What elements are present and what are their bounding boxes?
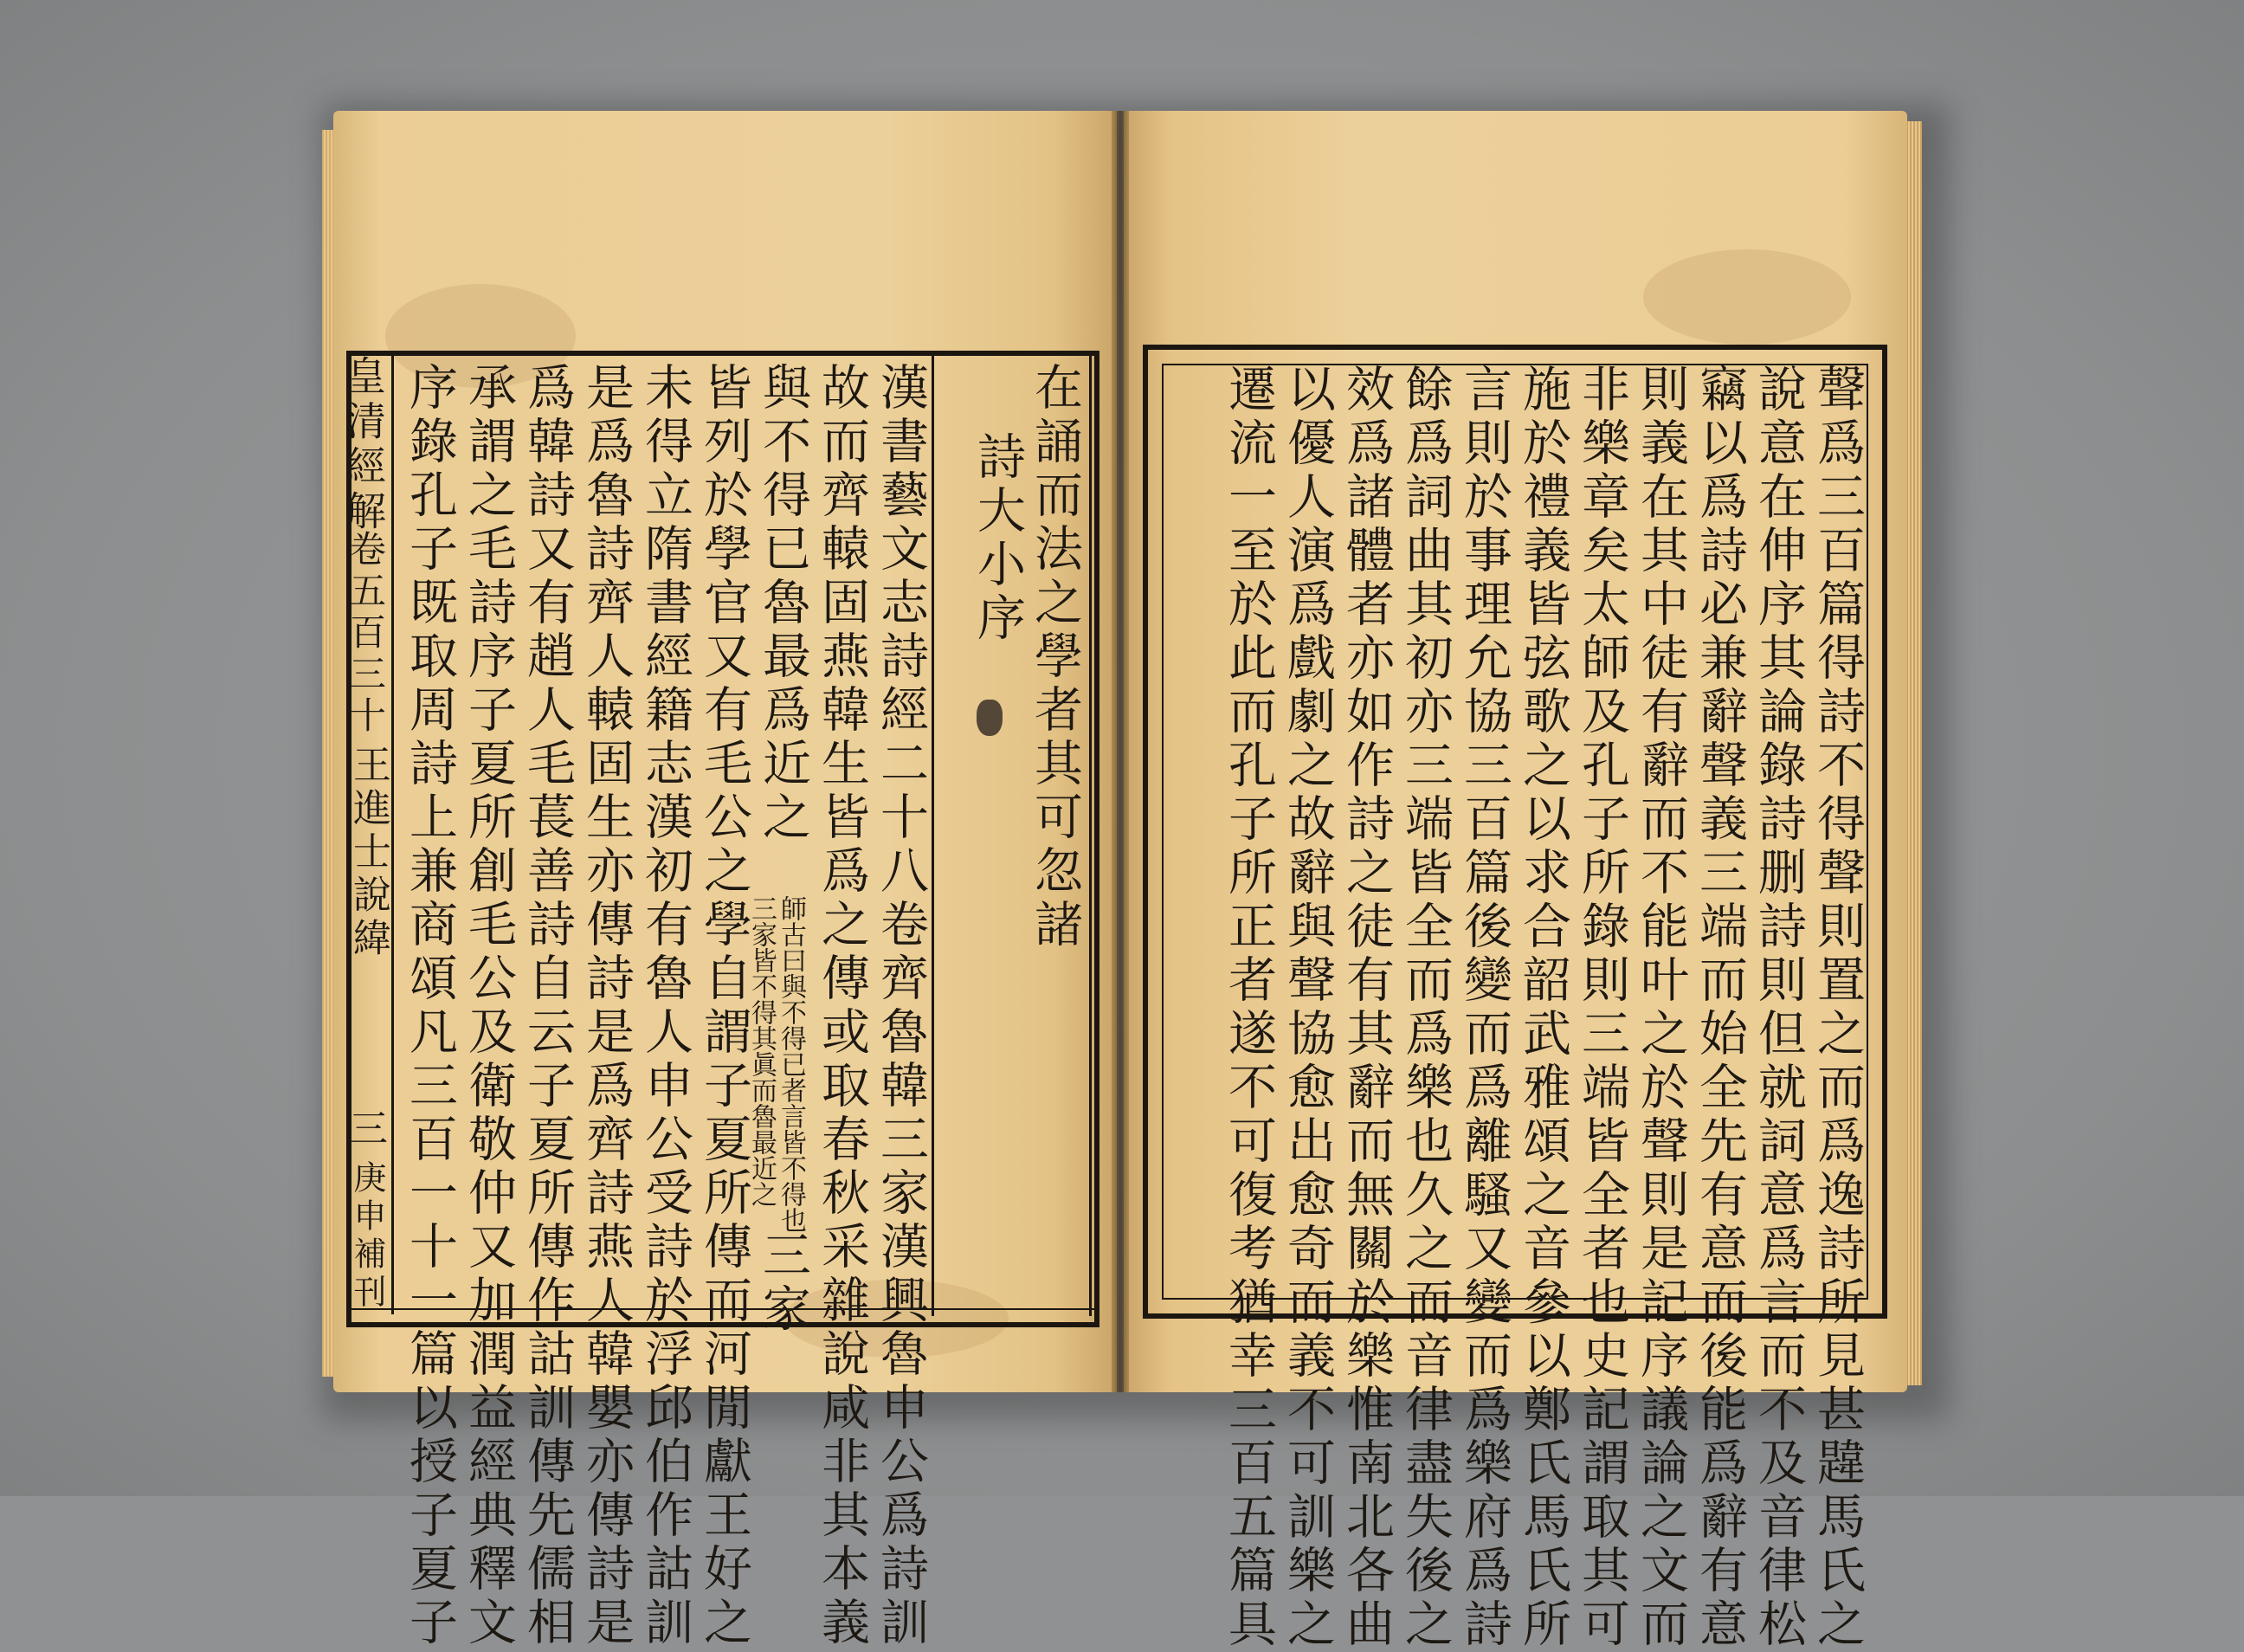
text-column: 說意在伸序其論錄詩删詩則但就詞意爲言而不及音律松 — [1751, 364, 1807, 1652]
book-gutter — [1112, 111, 1129, 1392]
margin-rule — [391, 353, 394, 1314]
margin-author: 王進士說緯 — [346, 745, 390, 961]
text-column: 施於禮義皆弦歌之以求合韶武雅頌之音參以鄭氏馬氏所 — [1515, 364, 1571, 1652]
text-column: 漢書藝文志詩經二十八卷齊魯韓三家漢興魯申公爲詩訓 — [873, 362, 929, 1650]
text-column: 是爲魯詩齊人轅固生亦傳詩是爲齊詩燕人韓嬰亦傳詩是 — [578, 362, 635, 1650]
annotation-note: 師古曰與不得已者言皆不得也 — [776, 895, 806, 1233]
margin-page-number: 三 — [343, 1108, 387, 1152]
margin-book-title: 皇清經解 — [340, 355, 387, 535]
text-column: 承謂之毛詩序子夏所創毛公及衛敬仲又加潤益經典釋文 — [461, 362, 517, 1650]
text-column: 非樂章矣太師及孔子所錄則三端皆全者也史記謂取其可 — [1574, 364, 1630, 1652]
text-column: 餘爲詞曲其初亦三端皆全而爲樂也久之而音律盡失後之 — [1397, 364, 1454, 1652]
text-column: 則義在其中徒有辭而不能叶之於聲則是記序議論之文而 — [1633, 364, 1689, 1652]
text-column: 與不得已魯最爲近之 — [755, 362, 811, 845]
margin-volume: 卷五百三十 — [345, 530, 387, 738]
text-column: 效爲諸體者亦如作詩之徒有其辭而無關於樂惟南北各曲 — [1338, 364, 1395, 1652]
text-column: 言則於事理允協三百篇後變而爲離騷又變而爲樂府爲詩 — [1456, 364, 1512, 1652]
text-column: 以優人演爲戲劇之故辭與聲協愈出愈奇而義不可訓樂之 — [1280, 364, 1336, 1652]
text-column: 在誦而法之學者其可忽諸 — [1027, 362, 1083, 952]
margin-imprint: 庚申補刊 — [348, 1160, 386, 1313]
ink-blot — [977, 700, 1003, 736]
column-rule — [932, 355, 934, 1316]
text-column: 故而齊轅固燕韓生皆爲之傳或取春秋采雜說咸非其本義 — [814, 362, 870, 1650]
text-column: 竊以爲詩必兼辭聲義三端而始全先有意而後能爲辭有意 — [1692, 364, 1748, 1652]
column-rule — [1089, 355, 1092, 1316]
section-heading: 詩大小序 — [970, 431, 1026, 646]
text-column: 皆列於學官又有毛公之學自謂子夏所傳而河閒獻王好之 — [696, 362, 752, 1650]
page-stain — [1643, 249, 1851, 345]
text-column: 未得立隋書經籍志漢初有魯人申公受詩於浮邱伯作詁訓 — [637, 362, 693, 1650]
text-column: 聲爲三百篇得詩不得聲則置之而爲逸詩所見甚韙馬氏之 — [1809, 364, 1866, 1652]
text-column: 序錄孔子既取周詩上兼商頌凡三百一十一篇以授子夏子 — [402, 362, 458, 1650]
text-column: 遷流一至於此而孔子所正者遂不可復考猶幸三百五篇具 — [1221, 364, 1277, 1652]
right-page-edges — [1905, 121, 1922, 1385]
text-column-tail: 三家 — [755, 1229, 811, 1337]
text-column: 爲韓詩又有趙人毛萇善詩自云子夏所傳作詁訓傳先儒相 — [519, 362, 576, 1650]
annotation-note: 三家皆不得其眞而魯最近之 — [746, 895, 777, 1207]
